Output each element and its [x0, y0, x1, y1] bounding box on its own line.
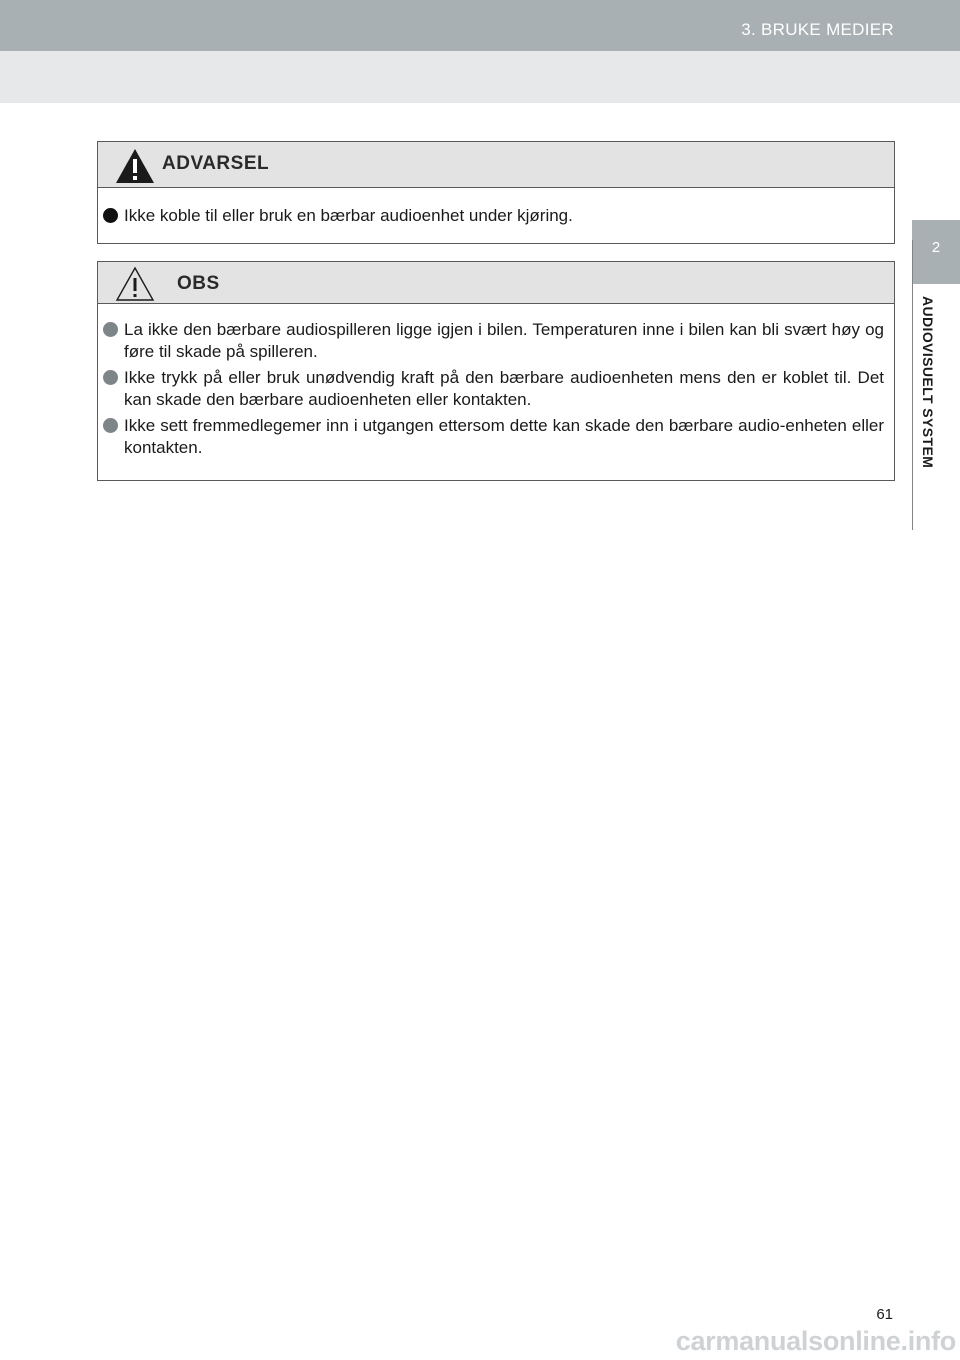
list-item: [103, 415, 884, 459]
header-subbar: [0, 51, 960, 103]
list-item: [103, 319, 884, 363]
list-item: [103, 205, 884, 227]
page-number: 61: [876, 1306, 893, 1323]
section-title: 3. BRUKE MEDIER: [741, 20, 894, 39]
notice-box: [97, 261, 895, 481]
warning-triangle-filled-icon: [115, 148, 155, 189]
warning-item-text: Ikke koble til eller bruk en bærbar audioenhet under kjøring.: [124, 206, 573, 225]
notice-list: [98, 304, 894, 459]
warning-triangle-outline-icon: [115, 266, 155, 307]
side-divider: [912, 240, 913, 530]
notice-box-header: [98, 262, 894, 304]
notice-item-text: Ikke trykk på eller bruk unødvendig kraft på den bærbare audioenheten mens den er koblet til. Det kan skade den bærbare audioenheten eller kontakten.: [124, 368, 884, 409]
watermark: carmanualsonline.info: [675, 1326, 956, 1356]
notice-item-text: Ikke sett fremmedlegemer inn i utgangen ettersom dette kan skade den bærbare audio-enheten eller kontakten.: [124, 416, 884, 457]
bullet-icon: [103, 208, 118, 223]
chapter-tab-label: AUDIOVISUELT SYSTEM: [920, 296, 936, 469]
bullet-icon: [103, 322, 118, 337]
header-bar: [0, 0, 960, 51]
list-item: [103, 367, 884, 411]
warning-title: ADVARSEL: [162, 153, 270, 174]
warning-list: [98, 188, 894, 227]
chapter-tab-number: 2: [912, 220, 960, 284]
warning-box: [97, 141, 895, 244]
notice-item-text: La ikke den bærbare audiospilleren ligge igjen i bilen. Temperaturen inne i bilen kan bli svært høy og føre til skade på spilleren.: [124, 320, 884, 361]
bullet-icon: [103, 370, 118, 385]
notice-title: OBS: [177, 273, 220, 294]
bullet-icon: [103, 418, 118, 433]
warning-box-header: [98, 142, 894, 188]
